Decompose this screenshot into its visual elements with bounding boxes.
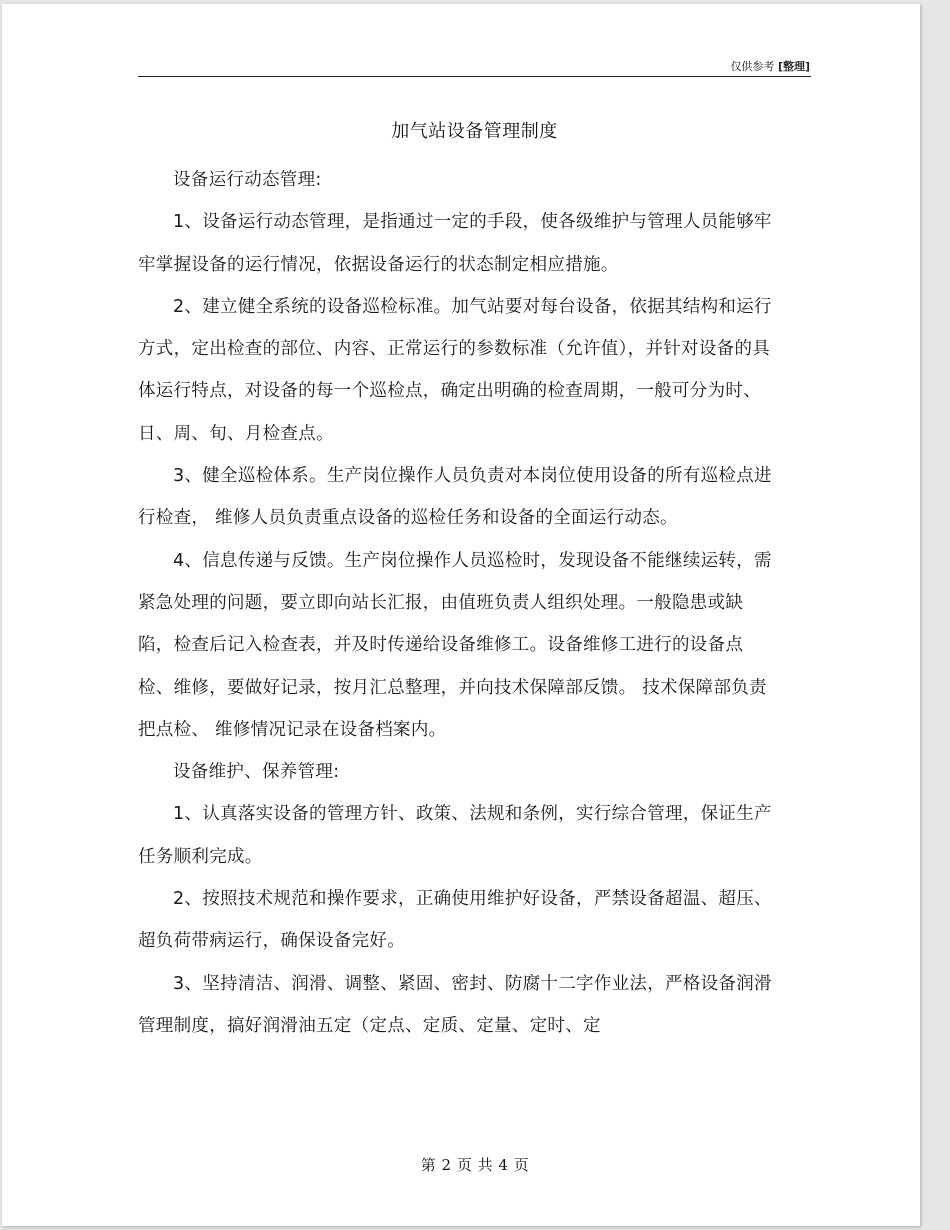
paragraph: 1、认真落实设备的管理方针、政策、法规和条例，实行综合管理，保证生产任务顺利完成。: [138, 804, 772, 867]
header-note: [600, 58, 810, 74]
paragraph: 3、坚持清洁、润滑、调整、紧固、密封、防腐十二字作业法，严格设备润滑管理制度，搞好润滑油五定（定点、定质、定量、定时、定: [138, 973, 772, 1036]
paragraph: 1、设备运行动态管理，是指通过一定的手段，使各级维护与管理人员能够牢牢掌握设备的运行情况，依据设备运行的状态制定相应措施。: [138, 212, 772, 275]
paragraph: 3、健全巡检体系。生产岗位操作人员负责对本岗位使用设备的所有巡检点进行检查， 维修人员负责重点设备的巡检任务和设备的全面运行动态。: [138, 466, 772, 529]
page-number: 第 2 页 共 4 页: [420, 1156, 530, 1174]
section-heading: 设备维护、保养管理:: [173, 762, 340, 783]
document-title: 加气站设备管理制度: [391, 121, 558, 142]
header-note-text: 仅供参考: [730, 60, 775, 73]
header-divider: [138, 76, 811, 77]
header-note-tag: [整理]: [777, 60, 810, 73]
section-heading: 设备运行动态管理:: [173, 170, 322, 190]
paragraph: 2、按照技术规范和操作要求，正确使用维护好设备，严禁设备超温、超压、超负荷带病运行，确保设备完好。: [138, 889, 772, 952]
document-body: [138, 159, 778, 1047]
paragraph: 2、建立健全系统的设备巡检标准。加气站要对每台设备，依据其结构和运行方式，定出检查的部位、内容、正常运行的参数标准（允许值），并针对设备的具体运行特点，对设备的每一个巡检点，确定出明确的检查周期，一般可分为时、日、周、旬、月检查点。: [138, 296, 772, 444]
paragraph: 4、信息传递与反馈。生产岗位操作人员巡检时，发现设备不能继续运转，需紧急处理的问题，要立即向站长汇报，由值班负责人组织处理。一般隐患或缺陷，检查后记入检查表，并及时传递给设备维修工。设备维修工进行的设备点检、维修，要做好记录，按月汇总整理，并向技术保障部反馈。 技术保障部负责把点检、 维修情况记录在设备档案内。: [138, 550, 772, 740]
